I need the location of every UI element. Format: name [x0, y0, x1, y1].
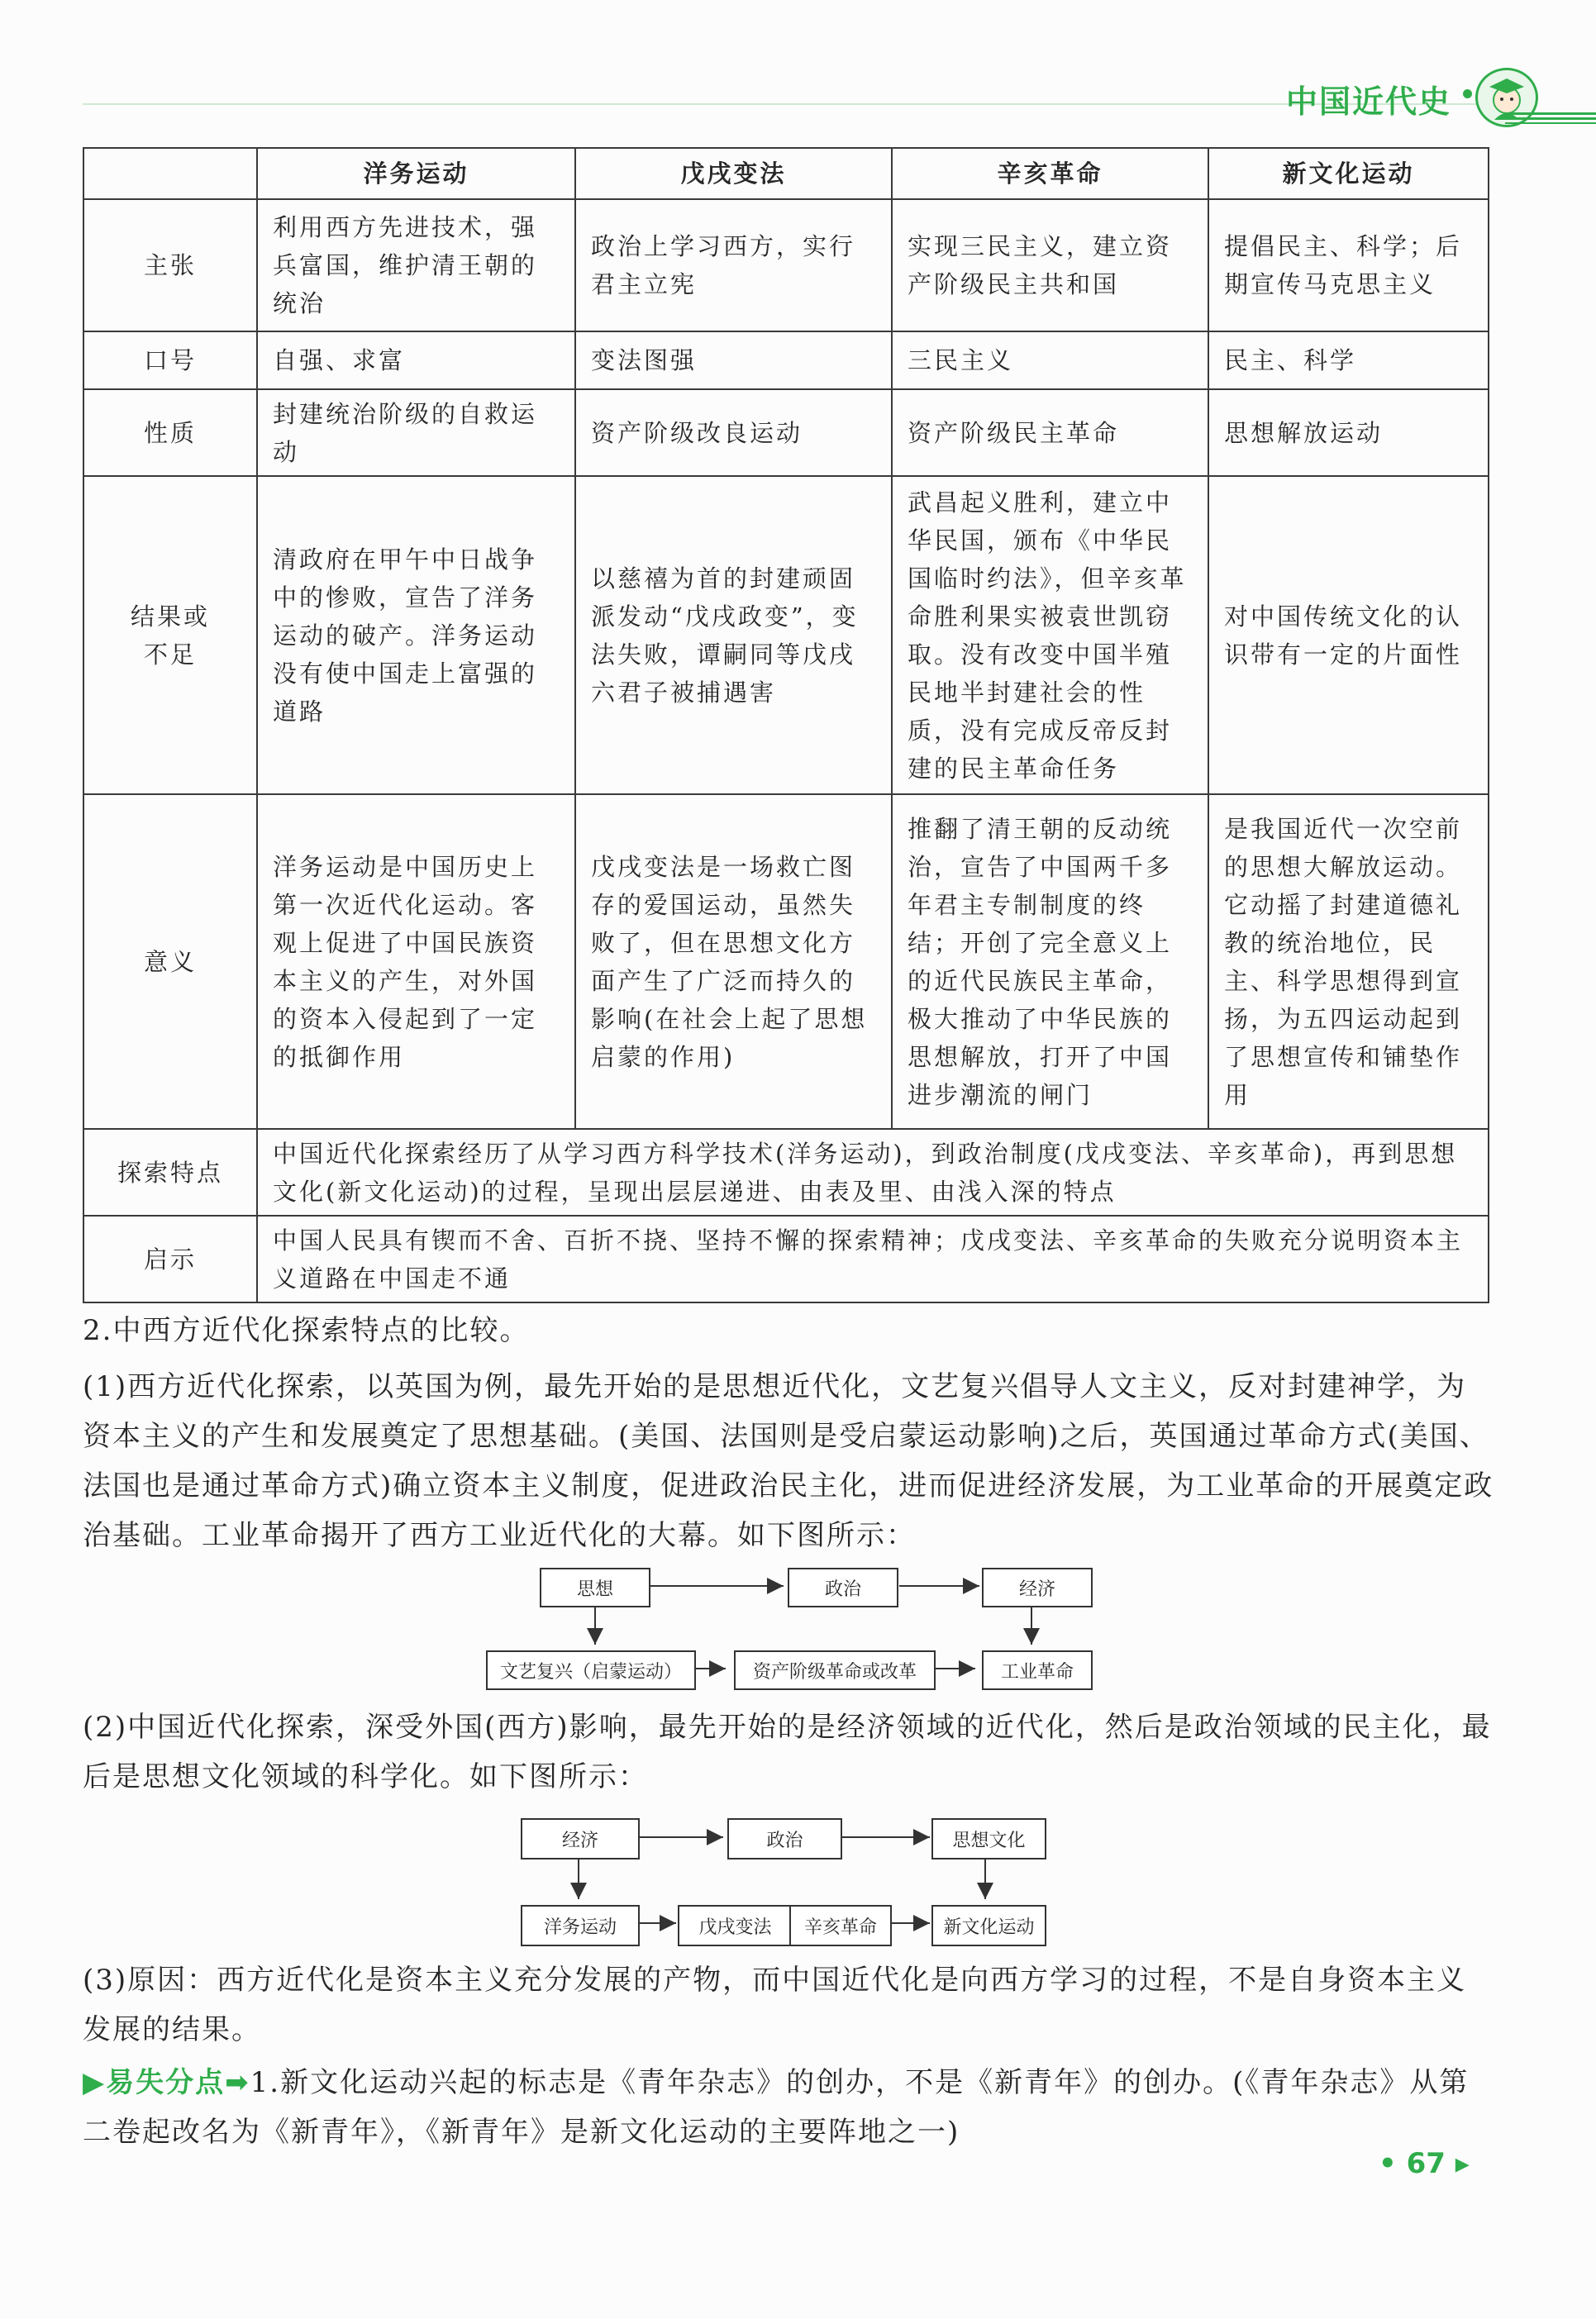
table-cell: 中国近代化探索经历了从学习西方科学技术(洋务运动)，到政治制度(戊戌变法、辛亥革命)，再到思想文化(新文化运动)的过程，呈现出层层递进、由表及里、由浅入深的特点 — [257, 1129, 1489, 1216]
flow-box-westernization: 洋务运动 — [521, 1905, 640, 1946]
table-row — [83, 1129, 1489, 1216]
table-cell: 政治上学习西方，实行君主立宪 — [575, 199, 892, 331]
header-dot — [1463, 89, 1472, 98]
flow-box-renaissance: 文艺复兴（启蒙运动） — [486, 1650, 696, 1690]
bullet-icon: • — [1379, 2147, 1407, 2180]
table-header-cell: 洋务运动 — [257, 148, 575, 199]
paragraph-reason: (3)原因：西方近代化是资本主义充分发展的产物，而中国近代化是向西方学习的过程，不是自身资本主义发展的结果。 — [83, 1964, 1467, 2046]
page-number-block — [1379, 2147, 1470, 2180]
tip-block — [83, 2058, 1496, 2157]
table-cell: 自强、求富 — [257, 331, 575, 389]
flow-box-thought: 思想 — [540, 1568, 650, 1607]
table-header-cell — [83, 148, 257, 199]
table-cell: 民主、科学 — [1208, 331, 1489, 389]
table-cell: 资产阶级改良运动 — [575, 389, 892, 476]
table-cell: 武昌起义胜利，建立中华民国，颁布《中华民国临时约法》，但辛亥革命胜利果实被袁世凯窃取。没有改变中国半殖民地半封建社会的性质，没有完成反帝反封建的民主革命任务 — [892, 476, 1208, 794]
row-label: 主张 — [83, 199, 257, 331]
row-label: 探索特点 — [83, 1129, 257, 1216]
flow-box-politics: 政治 — [727, 1818, 842, 1859]
table-cell: 清政府在甲午中日战争中的惨败，宣告了洋务运动的破产。洋务运动没有使中国走上富强的道路 — [257, 476, 575, 794]
table-row — [83, 794, 1489, 1129]
table-cell: 以慈禧为首的封建顽固派发动“戊戌政变”，变法失败，谭嗣同等戊戌六君子被捕遇害 — [575, 476, 892, 794]
table-cell: 三民主义 — [892, 331, 1208, 389]
table-cell: 对中国传统文化的认识带有一定的片面性 — [1208, 476, 1489, 794]
table-cell: 洋务运动是中国历史上第一次近代化运动。客观上促进了中国民族资本主义的产生，对外国的资本入侵起到了一定的抵御作用 — [257, 794, 575, 1129]
flow-box-economy: 经济 — [982, 1568, 1093, 1607]
row-label: 口号 — [83, 331, 257, 389]
flow-box-industrial: 工业革命 — [982, 1650, 1093, 1690]
flow-box-economy: 经济 — [521, 1818, 640, 1859]
comparison-table — [83, 147, 1489, 1303]
table-cell: 资产阶级民主革命 — [892, 389, 1208, 476]
table-cell: 利用西方先进技术，强兵富国，维护清王朝的统治 — [257, 199, 575, 331]
flow-box-politics: 政治 — [788, 1568, 898, 1607]
table-cell: 思想解放运动 — [1208, 389, 1489, 476]
paragraph-china: (2)中国近代化探索，深受外国(西方)影响，最先开始的是经济领域的近代化，然后是政治领域的民主化，最后是思想文化领域的科学化。如下图所示： — [83, 1711, 1492, 1793]
tip-label: ▶易失分点➡ — [83, 2066, 250, 2099]
page-header — [0, 0, 1596, 149]
table-header-row — [83, 148, 1489, 199]
row-label: 意义 — [83, 794, 257, 1129]
table-cell: 是我国近代一次空前的思想大解放运动。它动摇了封建道德礼教的统治地位，民主、科学思想得到宣扬，为五四运动起到了思想宣传和铺垫作用 — [1208, 794, 1489, 1129]
table-cell: 封建统治阶级的自救运动 — [257, 389, 575, 476]
page-number: 67 — [1406, 2147, 1446, 2180]
paragraph-western: (1)西方近代化探索，以英国为例，最先开始的是思想近代化，文艺复兴倡导人文主义，反对封建神学，为资本主义的产生和发展奠定了思想基础。(美国、法国则是受启蒙运动影响)之后，英国通过革命方式(美国、法国也是通过革命方式)确立资本主义制度，促进政治民主化，进而促进经济发展，为工业革命的开展奠定政治基础。工业革命揭开了西方工业近代化的大幕。如下图所示： — [83, 1370, 1494, 1552]
table-row — [83, 199, 1489, 331]
arrow-right-icon: ▸ — [1445, 2147, 1470, 2180]
tip-text: 1.新文化运动兴起的标志是《青年杂志》的创办，不是《新青年》的创办。(《青年杂志》从第二卷起改名为《新青年》，《新青年》是新文化运动的主要阵地之一) — [83, 2066, 1470, 2149]
row-label: 结果或 不足 — [83, 476, 257, 794]
table-cell: 提倡民主、科学；后期宣传马克思主义 — [1208, 199, 1489, 331]
table-row — [83, 1216, 1489, 1302]
table-cell: 实现三民主义，建立资产阶级民主共和国 — [892, 199, 1208, 331]
table-row — [83, 389, 1489, 476]
flow-box-xinhai: 辛亥革命 — [789, 1905, 892, 1946]
section-title: 2.中西方近代化探索特点的比较。 — [83, 1314, 530, 1347]
header-title: 中国近代史 — [1285, 83, 1451, 120]
table-header-cell: 新文化运动 — [1208, 148, 1489, 199]
row-label: 启示 — [83, 1216, 257, 1302]
table-cell: 推翻了清王朝的反动统治，宣告了中国两千多年君主专制制度的终结；开创了完全意义上的近代民族民主革命，极大推动了中华民族的思想解放，打开了中国进步潮流的闸门 — [892, 794, 1208, 1129]
flow-box-revolution: 资产阶级革命或改革 — [734, 1650, 936, 1690]
flow-box-reform: 戊戌变法 — [678, 1905, 793, 1946]
row-label: 性质 — [83, 389, 257, 476]
table-row — [83, 331, 1489, 389]
header-stripe — [1505, 112, 1596, 124]
table-cell: 中国人民具有锲而不舍、百折不挠、坚持不懈的探索精神；戊戌变法、辛亥革命的失败充分说明资本主义道路在中国走不通 — [257, 1216, 1489, 1302]
table-cell: 变法图强 — [575, 331, 892, 389]
table-cell: 戊戌变法是一场救亡图存的爱国运动，虽然失败了，但在思想文化方面产生了广泛而持久的影响(在社会上起了思想启蒙的作用) — [575, 794, 892, 1129]
flow-box-new-culture: 新文化运动 — [931, 1905, 1046, 1946]
table-header-cell: 戊戌变法 — [575, 148, 892, 199]
flow-box-culture: 思想文化 — [931, 1818, 1046, 1859]
table-row — [83, 476, 1489, 794]
table-header-cell: 辛亥革命 — [892, 148, 1208, 199]
header-rule — [83, 103, 1488, 125]
